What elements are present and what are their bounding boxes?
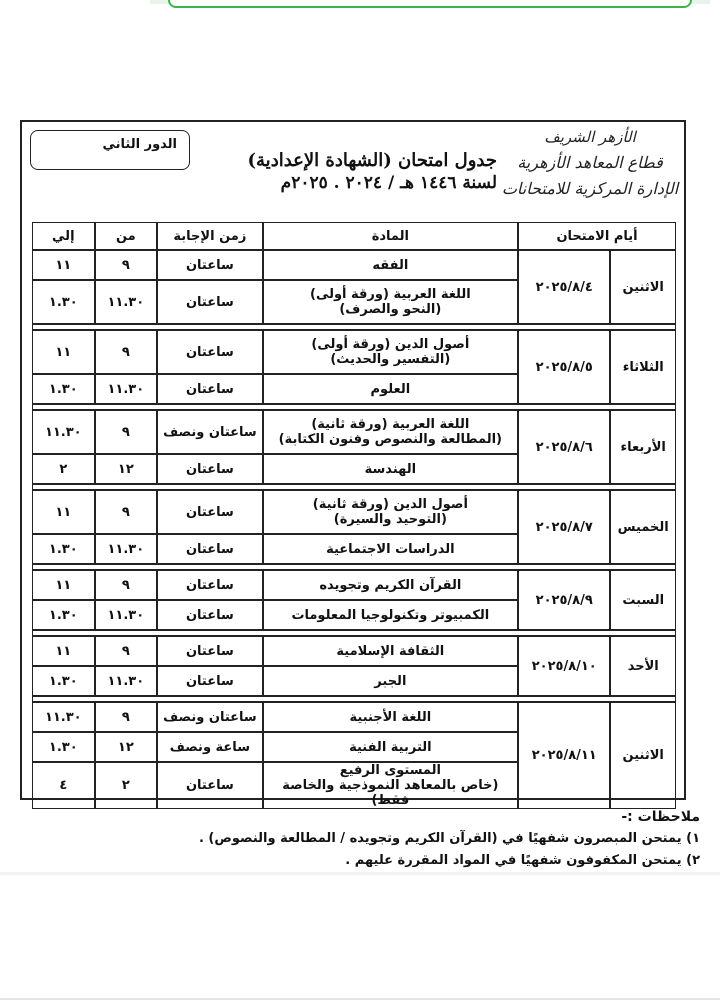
duration-cell: ساعتان	[157, 570, 263, 600]
from-time-cell: ٩	[95, 570, 158, 600]
subject-cell	[263, 490, 518, 534]
subject-name: الثقافة الإسلامية	[336, 643, 445, 659]
duration-cell: ساعتان	[157, 330, 263, 374]
from-time-cell: ٩	[95, 330, 158, 374]
subject-detail: (خاص بالمعاهد النموذجية والخاصة فقط)	[282, 778, 499, 808]
from-time-cell: ٩	[95, 702, 158, 732]
header-subject: المادة	[263, 222, 518, 250]
duration-cell: ساعتان	[157, 636, 263, 666]
from-time-cell: ٩	[95, 490, 158, 534]
to-time-cell: ١١	[32, 250, 95, 280]
top-green-banner	[168, 0, 692, 8]
table-row	[32, 636, 676, 666]
from-time-cell: ١٢	[95, 732, 158, 762]
duration-cell: ساعتان	[157, 280, 263, 324]
note-item: ١) يمتحن المبصرون شفهيًا في (القرآن الكريم وتجويده / المطالعة والنصوص) .	[198, 831, 700, 846]
subject-cell	[263, 250, 518, 280]
logo-line-3: الإدارة المركزية للامتحانات	[501, 179, 679, 198]
subject-name: اللغة الأجنبية	[349, 709, 432, 725]
date-cell: ٢٠٢٥/٨/٦	[518, 410, 610, 484]
document-title	[197, 150, 497, 210]
duration-cell: ساعة ونصف	[157, 732, 263, 762]
to-time-cell: ١.٣٠	[32, 280, 95, 324]
subject-name: أصول الدين (ورقة ثانية)	[312, 497, 468, 512]
from-time-cell: ١١.٣٠	[95, 374, 158, 404]
day-cell: الاثنين	[610, 702, 676, 809]
subject-name: اللغة العربية (ورقة أولى)	[310, 287, 471, 302]
from-time-cell: ١٢	[95, 454, 158, 484]
to-time-cell: ١.٣٠	[32, 600, 95, 630]
note-item: ٢) يمتحن المكفوفون شفهيًا في المواد المقررة عليهم .	[345, 853, 700, 868]
subject-name: المستوى الرفيع	[339, 763, 441, 778]
subject-name: أصول الدين (ورقة أولى)	[311, 337, 470, 352]
schedule-body	[32, 250, 676, 809]
exam-schedule-document	[20, 120, 686, 808]
date-cell: ٢٠٢٥/٨/٧	[518, 490, 610, 564]
day-cell: الأربعاء	[610, 410, 676, 484]
duration-cell: ساعتان	[157, 374, 263, 404]
date-cell: ٢٠٢٥/٨/١٠	[518, 636, 610, 696]
subject-cell	[263, 600, 518, 630]
subject-cell	[263, 702, 518, 732]
from-time-cell: ٩	[95, 636, 158, 666]
duration-cell: ساعتان	[157, 490, 263, 534]
date-cell: ٢٠٢٥/٨/٤	[518, 250, 610, 324]
logo-line-2: قطاع المعاهد الأزهرية	[517, 153, 663, 172]
date-cell: ٢٠٢٥/٨/١١	[518, 702, 610, 809]
table-row	[32, 570, 676, 600]
from-time-cell: ٢	[95, 762, 158, 809]
table-row	[32, 702, 676, 732]
day-cell: الاثنين	[610, 250, 676, 324]
table-row	[32, 330, 676, 374]
subject-name: الهندسة	[364, 461, 417, 477]
subject-cell	[263, 454, 518, 484]
duration-cell: ساعتان ونصف	[157, 410, 263, 454]
header-duration: زمن الإجابة	[157, 222, 263, 250]
to-time-cell: ١.٣٠	[32, 374, 95, 404]
duration-cell: ساعتان	[157, 534, 263, 564]
session-label: الدور الثاني	[30, 130, 190, 170]
from-time-cell: ٩	[95, 410, 158, 454]
from-time-cell: ٩	[95, 250, 158, 280]
subject-cell	[263, 410, 518, 454]
subject-cell	[263, 534, 518, 564]
duration-cell: ساعتان ونصف	[157, 702, 263, 732]
to-time-cell: ٤	[32, 762, 95, 809]
subject-cell	[263, 762, 518, 809]
title-main: جدول امتحان (الشهادة الإعدادية)	[247, 150, 497, 171]
subject-detail: (النحو والصرف)	[339, 302, 442, 317]
schedule-table	[32, 222, 676, 809]
duration-cell: ساعتان	[157, 454, 263, 484]
subject-name: القرآن الكريم وتجويده	[319, 577, 462, 593]
subject-detail: (التفسير والحديث)	[330, 352, 451, 367]
to-time-cell: ١.٣٠	[32, 666, 95, 696]
subject-cell	[263, 636, 518, 666]
duration-cell: ساعتان	[157, 250, 263, 280]
from-time-cell: ١١.٣٠	[95, 534, 158, 564]
subject-name: التربية الفنية	[349, 739, 432, 755]
to-time-cell: ٢	[32, 454, 95, 484]
day-cell: الثلاثاء	[610, 330, 676, 404]
subject-cell	[263, 570, 518, 600]
subject-cell	[263, 330, 518, 374]
table-row	[32, 410, 676, 454]
to-time-cell: ١١.٣٠	[32, 410, 95, 454]
to-time-cell: ١١	[32, 490, 95, 534]
duration-cell: ساعتان	[157, 600, 263, 630]
to-time-cell: ١١.٣٠	[32, 702, 95, 732]
page-bottom-edge	[0, 872, 720, 875]
subject-name: الكمبيوتر وتكنولوجيا المعلومات	[291, 607, 490, 623]
to-time-cell: ١١	[32, 570, 95, 600]
title-year: لسنة ١٤٤٦ هـ / ٢٠٢٤ . ٢٠٢٥م	[280, 173, 497, 193]
duration-cell: ساعتان	[157, 666, 263, 696]
notes-section	[60, 806, 700, 872]
to-time-cell: ١١	[32, 330, 95, 374]
header-from: من	[95, 222, 158, 250]
logo-line-1: الأزهر الشريف	[544, 128, 636, 146]
date-cell: ٢٠٢٥/٨/٥	[518, 330, 610, 404]
institution-logo-text	[500, 124, 680, 210]
day-cell: الأحد	[610, 636, 676, 696]
day-cell: الخميس	[610, 490, 676, 564]
subject-cell	[263, 732, 518, 762]
subject-name: اللغة العربية (ورقة ثانية)	[311, 417, 470, 432]
subject-cell	[263, 280, 518, 324]
header-day: أيام الامتحان	[518, 222, 676, 250]
table-row	[32, 250, 676, 280]
day-cell: السبت	[610, 570, 676, 630]
to-time-cell: ١١	[32, 636, 95, 666]
subject-detail: (المطالعة والنصوص وفنون الكتابة)	[278, 432, 503, 447]
subject-name: الجبر	[374, 673, 407, 689]
subject-name: الفقه	[372, 257, 409, 273]
subject-cell	[263, 666, 518, 696]
from-time-cell: ١١.٣٠	[95, 600, 158, 630]
date-cell: ٢٠٢٥/٨/٩	[518, 570, 610, 630]
table-header-row	[32, 222, 676, 250]
from-time-cell: ١١.٣٠	[95, 280, 158, 324]
notes-title: ملاحظات :-	[621, 809, 700, 825]
to-time-cell: ١.٣٠	[32, 732, 95, 762]
duration-cell: ساعتان	[157, 762, 263, 809]
to-time-cell: ١.٣٠	[32, 534, 95, 564]
subject-name: الدراسات الاجتماعية	[326, 541, 455, 557]
from-time-cell: ١١.٣٠	[95, 666, 158, 696]
table-row	[32, 490, 676, 534]
subject-detail: (التوحيد والسيرة)	[333, 512, 447, 527]
subject-name: العلوم	[370, 381, 411, 397]
header-to: إلي	[32, 222, 95, 250]
subject-cell	[263, 374, 518, 404]
